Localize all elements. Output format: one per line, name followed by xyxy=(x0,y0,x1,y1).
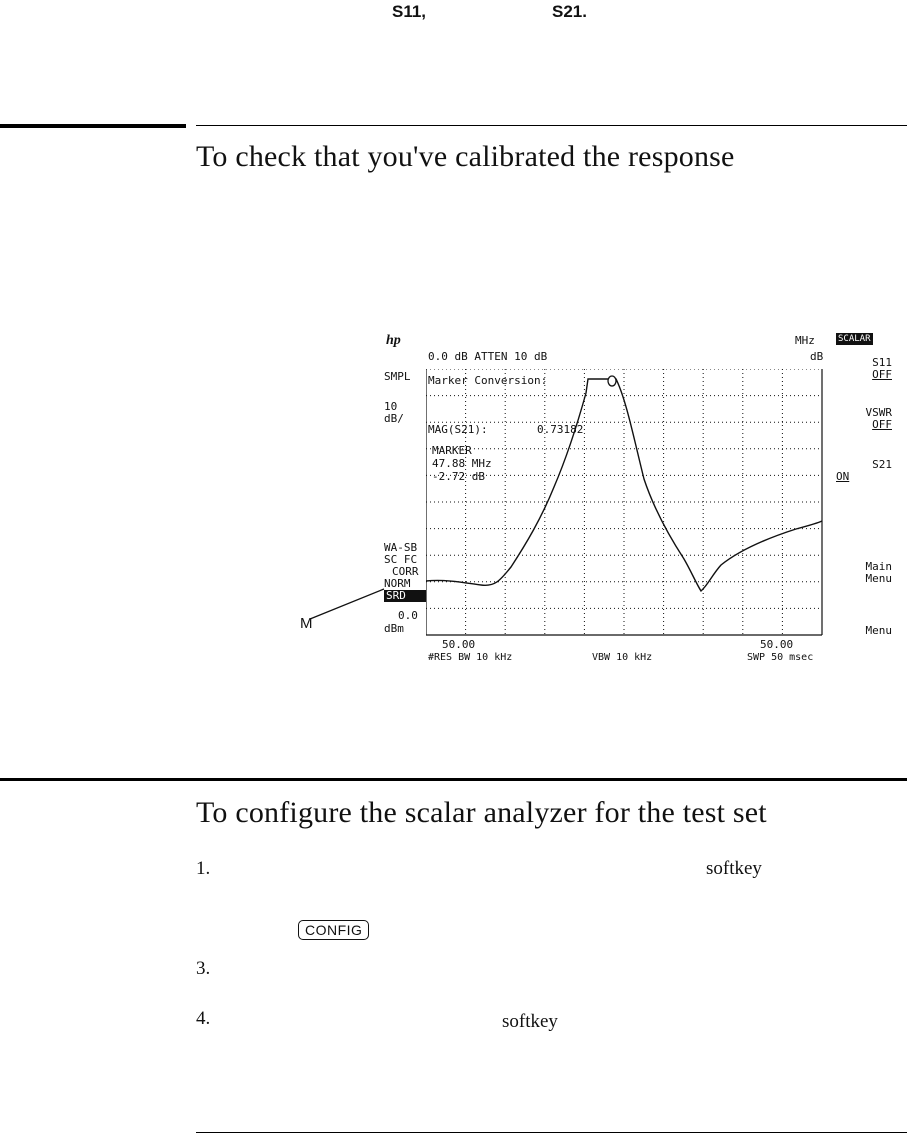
start-frequency: 50.00 xyxy=(442,638,476,651)
reference-line: 0.0 dB ATTEN 10 dB xyxy=(428,350,548,363)
softkey-vswr[interactable] xyxy=(840,407,892,431)
softkey-main-label: Main xyxy=(865,560,892,573)
graticule-grid xyxy=(426,369,822,635)
softkey-s11[interactable] xyxy=(840,357,892,381)
bottom-rule xyxy=(196,1132,907,1133)
step-4-softkey-word: softkey xyxy=(502,1011,558,1032)
marker-level: -2.72 dB xyxy=(432,470,485,483)
s21-label: S21. xyxy=(552,2,587,21)
inverse-status: SRD xyxy=(384,590,426,602)
callout-label: M xyxy=(300,615,313,632)
step-1-number: 1. xyxy=(196,858,211,879)
wa-sb-label: WA-SB xyxy=(384,541,418,554)
ref-level-unit: dBm xyxy=(384,622,404,635)
res-bw-label: #RES BW 10 kHz xyxy=(428,652,513,663)
analyzer-screen xyxy=(280,325,907,685)
scale-unit: dB/ xyxy=(384,412,404,425)
softkey-s21[interactable] xyxy=(836,459,892,483)
softkey-s11-label: S11 xyxy=(872,356,892,369)
stop-frequency: 50.00 xyxy=(760,638,794,651)
softkey-main-menu[interactable] xyxy=(840,561,892,585)
hp-logo-icon: hp xyxy=(386,333,401,348)
marker-diamond-icon xyxy=(608,376,616,386)
callout-leader-line xyxy=(306,587,386,623)
config-key-button[interactable]: CONFIG xyxy=(298,920,369,940)
section-heading-configure: To configure the scalar analyzer for the test set xyxy=(196,796,767,829)
scale-value: 10 xyxy=(384,400,398,413)
mag-s21-value: 0.73182 xyxy=(537,423,584,436)
norm-label: NORM xyxy=(384,577,411,590)
step-4-number: 4. xyxy=(196,1008,211,1029)
marker-frequency: 47.88 MHz xyxy=(432,457,492,470)
top-unit-label: MHz xyxy=(795,334,815,347)
smpl-label: SMPL xyxy=(384,370,411,383)
scalar-badge: SCALAR xyxy=(838,334,871,344)
ref-level-value: 0.0 xyxy=(398,609,418,622)
sc-fc-label: SC FC xyxy=(384,553,418,566)
softkey-menu-only-label: Menu xyxy=(865,624,892,637)
softkey-vswr-label: VSWR xyxy=(865,406,892,419)
graticule-plot xyxy=(426,369,824,637)
section2-rule xyxy=(0,778,907,781)
section-heading-check-calibration: To check that you've calibrated the response xyxy=(196,140,735,173)
section-rule-right xyxy=(196,125,907,126)
softkey-s21-label: S21 xyxy=(872,458,892,471)
mag-s21-label: MAG(S21): xyxy=(428,423,488,436)
top-right-unit: dB xyxy=(810,350,824,363)
marker-title: MARKER xyxy=(432,444,472,457)
softkey-s11-state: OFF xyxy=(872,368,892,381)
corr-label: CORR xyxy=(392,565,419,578)
marker-conversion-label: Marker Conversion: xyxy=(428,374,548,387)
vbw-label: VBW 10 kHz xyxy=(592,652,653,663)
step-3-number: 3. xyxy=(196,958,211,979)
step-1-softkey-word: softkey xyxy=(706,858,762,879)
softkey-s21-state: ON xyxy=(836,470,850,483)
s11-label: S11, xyxy=(392,2,427,21)
softkey-vswr-state: OFF xyxy=(872,418,892,431)
softkey-menu-label: Menu xyxy=(865,572,892,585)
softkey-menu[interactable] xyxy=(840,625,892,637)
section-rule-left xyxy=(0,124,186,128)
sweep-time-label: SWP 50 msec xyxy=(747,652,814,663)
